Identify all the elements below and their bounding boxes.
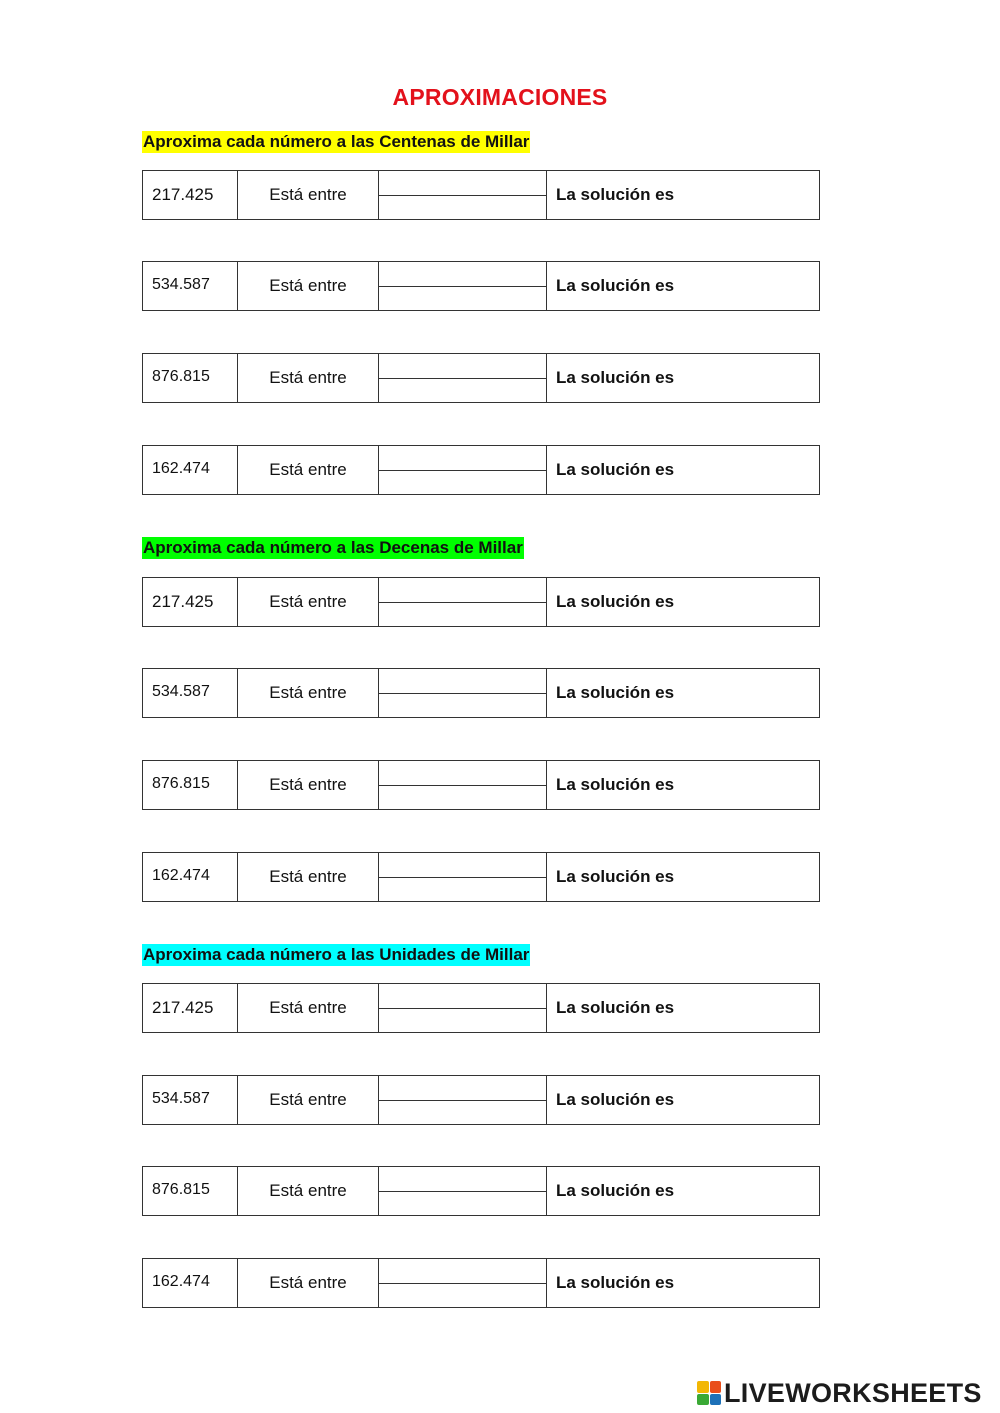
divider-line — [379, 1100, 546, 1101]
divider-line — [379, 195, 546, 196]
number-cell: 876.815 — [143, 761, 238, 809]
between-label: Está entre — [238, 853, 379, 901]
between-label: Está entre — [238, 761, 379, 809]
range-answer-field[interactable] — [379, 578, 547, 626]
solution-answer-field[interactable]: La solución es — [556, 592, 675, 611]
between-label: Está entre — [238, 669, 379, 717]
range-answer-field[interactable] — [379, 262, 547, 310]
range-answer-field[interactable] — [379, 171, 547, 219]
divider-line — [379, 1283, 546, 1284]
number-cell: 217.425 — [143, 171, 238, 219]
range-answer-field[interactable] — [379, 761, 547, 809]
divider-line — [379, 693, 546, 694]
divider-line — [379, 470, 546, 471]
page-title: APROXIMACIONES — [392, 84, 608, 110]
range-answer-field[interactable] — [379, 669, 547, 717]
solution-answer-field[interactable]: La solución es — [556, 775, 675, 794]
number-cell: 162.474 — [143, 1259, 238, 1307]
solution-answer-field[interactable]: La solución es — [556, 460, 675, 479]
between-label: Está entre — [238, 1259, 379, 1307]
solution-answer-field[interactable]: La solución es — [556, 998, 675, 1017]
between-label: Está entre — [238, 262, 379, 310]
divider-line — [379, 1191, 546, 1192]
watermark-text: LIVEWORKSHEETS — [724, 1377, 982, 1408]
range-answer-field[interactable] — [379, 1167, 547, 1215]
exercise-row — [142, 445, 820, 495]
between-label: Está entre — [238, 984, 379, 1032]
between-label: Está entre — [238, 446, 379, 494]
solution-answer-field[interactable]: La solución es — [556, 1090, 675, 1109]
solution-answer-field[interactable]: La solución es — [556, 683, 675, 702]
exercise-row — [142, 983, 820, 1033]
between-label: Está entre — [238, 1076, 379, 1124]
divider-line — [379, 785, 546, 786]
exercise-row — [142, 1166, 820, 1216]
solution-answer-field[interactable]: La solución es — [556, 867, 675, 886]
range-answer-field[interactable] — [379, 984, 547, 1032]
logo-tile — [697, 1394, 709, 1406]
section-heading-unidades: Aproxima cada número a las Unidades de Millar — [143, 945, 530, 964]
logo-tile — [710, 1394, 722, 1406]
exercise-row — [142, 760, 820, 810]
divider-line — [379, 877, 546, 878]
number-cell: 162.474 — [143, 446, 238, 494]
divider-line — [379, 286, 546, 287]
range-answer-field[interactable] — [379, 853, 547, 901]
exercise-row — [142, 852, 820, 902]
between-label: Está entre — [238, 354, 379, 402]
divider-line — [379, 1008, 546, 1009]
number-cell: 534.587 — [143, 262, 238, 310]
number-cell: 534.587 — [143, 669, 238, 717]
liveworksheets-logo-icon — [697, 1381, 721, 1405]
exercise-row — [142, 577, 820, 627]
section-heading-centenas: Aproxima cada número a las Centenas de Millar — [143, 132, 530, 151]
divider-line — [379, 378, 546, 379]
between-label: Está entre — [238, 578, 379, 626]
exercise-row — [142, 668, 820, 718]
solution-answer-field[interactable]: La solución es — [556, 276, 675, 295]
range-answer-field[interactable] — [379, 354, 547, 402]
logo-tile — [697, 1381, 709, 1393]
range-answer-field[interactable] — [379, 1259, 547, 1307]
number-cell: 534.587 — [143, 1076, 238, 1124]
exercise-row — [142, 353, 820, 403]
exercise-row — [142, 1258, 820, 1308]
solution-answer-field[interactable]: La solución es — [556, 1273, 675, 1292]
between-label: Está entre — [238, 171, 379, 219]
number-cell: 217.425 — [143, 578, 238, 626]
range-answer-field[interactable] — [379, 446, 547, 494]
solution-answer-field[interactable]: La solución es — [556, 1181, 675, 1200]
number-cell: 217.425 — [143, 984, 238, 1032]
exercise-row — [142, 1075, 820, 1125]
exercise-row — [142, 261, 820, 311]
liveworksheets-watermark — [697, 1378, 982, 1408]
divider-line — [379, 602, 546, 603]
solution-answer-field[interactable]: La solución es — [556, 368, 675, 387]
range-answer-field[interactable] — [379, 1076, 547, 1124]
section-heading-decenas: Aproxima cada número a las Decenas de Millar — [143, 538, 523, 557]
between-label: Está entre — [238, 1167, 379, 1215]
exercise-row — [142, 170, 820, 220]
solution-answer-field[interactable]: La solución es — [556, 185, 675, 204]
number-cell: 876.815 — [143, 354, 238, 402]
logo-tile — [710, 1381, 722, 1393]
number-cell: 876.815 — [143, 1167, 238, 1215]
number-cell: 162.474 — [143, 853, 238, 901]
